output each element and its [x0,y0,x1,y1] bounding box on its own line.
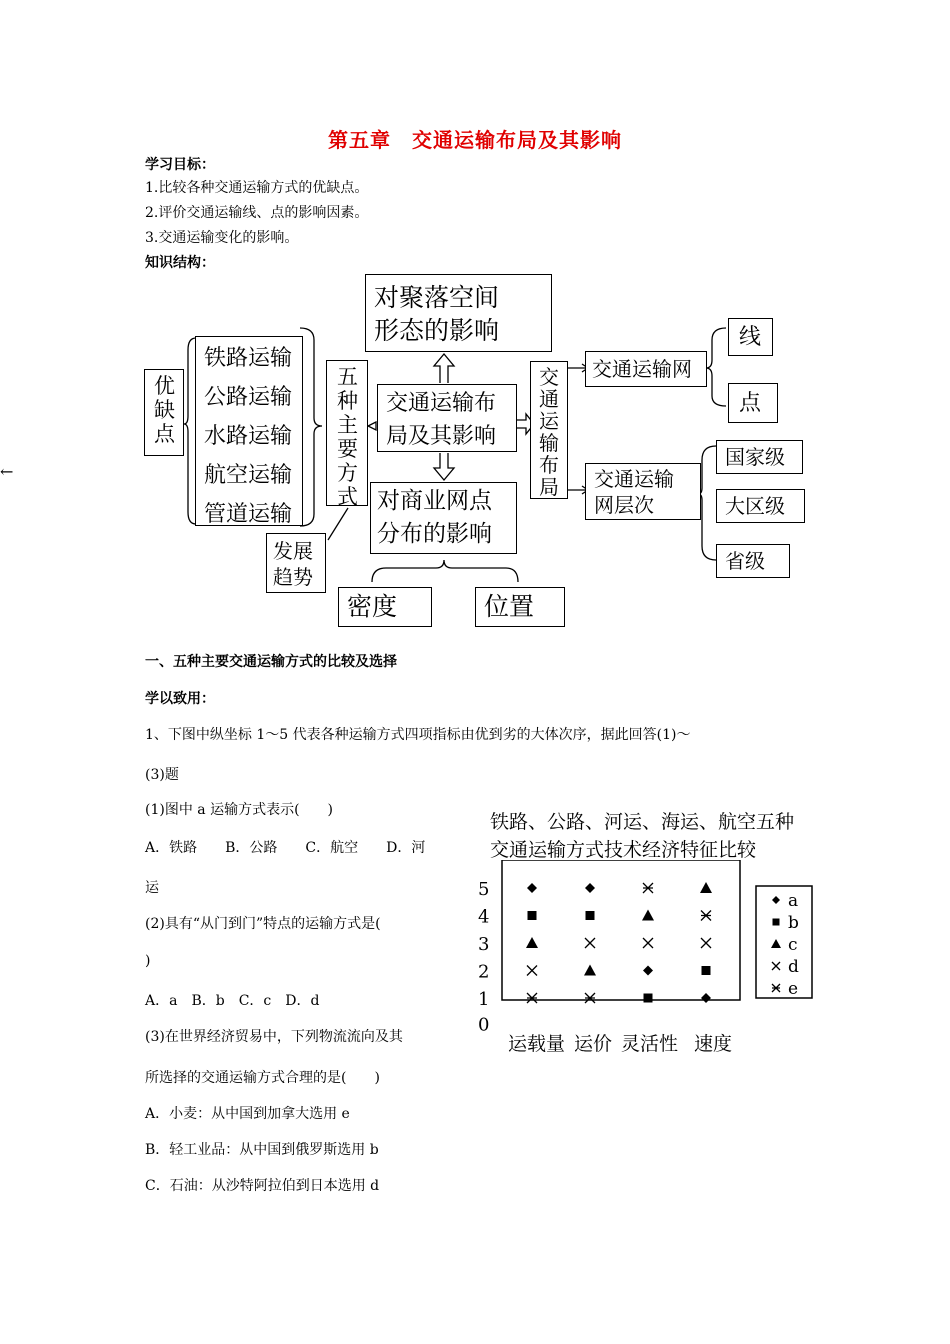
goal-3: 3.交通运输变化的影响。 [145,230,299,246]
y-tick-label: 1 [478,989,490,1010]
network-box [585,351,707,387]
point-c [642,910,654,921]
point-c [584,965,596,976]
commerce-line-2: 分布的影响 [377,521,492,547]
structure-heading: 知识结构： [145,255,215,271]
settlement-line-1: 对聚落空间 [374,283,500,312]
point-e [527,993,537,1003]
trend-box [266,533,326,593]
mode-road: 公路运输 [204,385,293,410]
settlement-box [365,274,552,352]
legend-label-e: e [788,979,799,999]
chart-title-1: 铁路、公路、河运、海运、航空五种 [490,811,795,833]
y-tick-label: 0 [478,1014,490,1036]
y-tick-label: 2 [478,961,490,983]
goal-1: 1.比较各种交通运输方式的优缺点。 [145,180,369,196]
point-a [585,883,595,893]
location-label: 位置 [484,592,535,621]
q1-1-options: A．铁路 B．公路 C．航空 D．河 [145,840,426,856]
page-title: 第五章 交通运输布局及其影响 [328,128,622,152]
province-box [716,544,790,578]
point-e [701,911,711,921]
mode-water: 水路运输 [204,424,293,449]
layout-box [530,361,568,499]
legend-label-b: b [788,913,799,933]
point-b [528,911,537,920]
legend-label-c: c [788,935,798,955]
legend-label-d: d [788,957,799,977]
point-d [527,966,537,976]
point-c [526,937,538,948]
q1-2-tail: ) [145,953,151,969]
q1-3: (3)在世界经济贸易中，下列物流流向及其 [145,1029,403,1045]
x-category-label: 运价 [574,1033,613,1055]
trend-line-2: 趋势 [273,565,313,589]
commerce-line-1: 对商业网点 [377,488,492,514]
mode-air: 航空运输 [204,463,293,488]
point-a [527,883,537,893]
center-box [377,384,517,452]
legend-marker-e [772,984,780,992]
point-d [585,938,595,948]
goal-2: 2.评价交通运输线、点的影响因素。 [145,205,369,221]
mode-pipeline: 管道运输 [204,502,293,527]
hierarchy-line-2: 网层次 [594,493,654,517]
commerce-box [370,482,517,554]
advantages-label: 优缺点 [154,374,175,446]
legend-marker-b [773,919,780,926]
point-a [701,993,711,1003]
network-label: 交通运输网 [592,357,692,381]
hierarchy-line-1: 交通运输 [594,467,674,491]
five-modes-box [326,360,368,509]
point-b [586,911,595,920]
point-e [585,993,595,1003]
layout-label: 交通运输布局 [539,365,559,499]
q1-3-b: 所选择的交通运输方式合理的是( ) [145,1070,380,1086]
y-tick-label: 5 [478,879,490,900]
legend-marker-c [771,939,781,948]
density-label: 密度 [347,592,398,621]
y-tick-label: 4 [478,906,490,928]
q1-line-1: 1、下图中纵坐标 1～5 代表各种运输方式四项指标由优到劣的大体次序，据此回答(1)～ [145,727,691,743]
region-box [716,489,805,523]
five-modes-label: 五种主要方式 [337,365,358,509]
q1-2-options: A．a B．b C．c D．d [145,993,320,1009]
x-category-label: 灵活性 [621,1033,679,1055]
q1-1-tail: 运 [145,880,159,896]
point-b [644,994,653,1003]
q1-line-2: (3)题 [145,767,179,783]
point-c [700,882,712,893]
legend-label-a: a [788,891,799,911]
legend-marker-d [772,962,780,970]
advantages-box [144,369,184,456]
goals-heading: 学习目标： [145,157,215,173]
option-c: C．石油：从沙特阿拉伯到日本选用 d [145,1178,380,1194]
legend-frame [756,886,812,998]
trend-line-1: 发展 [273,539,313,563]
legend-marker-a [772,896,780,904]
option-b: B．轻工业品：从中国到俄罗斯选用 b [145,1142,379,1158]
point-d [701,938,711,948]
province-label: 省级 [725,549,765,573]
center-line-1: 交通运输布 [386,391,497,416]
point-a [643,966,653,976]
national-box [716,440,803,474]
point-d [643,938,653,948]
x-category-label: 速度 [694,1033,733,1055]
chart-title-2: 交通运输方式技术经济特征比较 [490,839,757,861]
density-box [338,587,432,627]
center-line-2: 局及其影响 [386,424,497,449]
point-b [702,966,711,975]
plot-frame [502,860,740,1000]
hierarchy-box [585,463,701,520]
mode-rail: 铁路运输 [204,346,293,371]
line-label: 线 [739,325,762,350]
national-label: 国家级 [725,445,785,469]
x-category-label: 运载量 [508,1033,566,1055]
left-arrow-icon: ← [0,462,14,481]
y-tick-label: 3 [478,934,490,955]
modes-box [195,336,303,526]
comparison-chart [470,860,830,1060]
q1-2: (2)具有“从门到门”特点的运输方式是( [145,916,381,932]
settlement-line-2: 形态的影响 [374,316,500,345]
location-box [475,587,565,627]
line-box [728,318,773,356]
section1-heading: 一、五种主要交通运输方式的比较及选择 [145,654,397,670]
section1-sub: 学以致用： [145,691,215,707]
point-box [728,383,778,423]
point-e [643,883,653,893]
q1-1: (1)图中 a 运输方式表示( ) [145,802,334,818]
point-label: 点 [739,391,762,416]
region-label: 大区级 [725,494,785,518]
option-a: A．小麦：从中国到加拿大选用 e [145,1106,350,1122]
